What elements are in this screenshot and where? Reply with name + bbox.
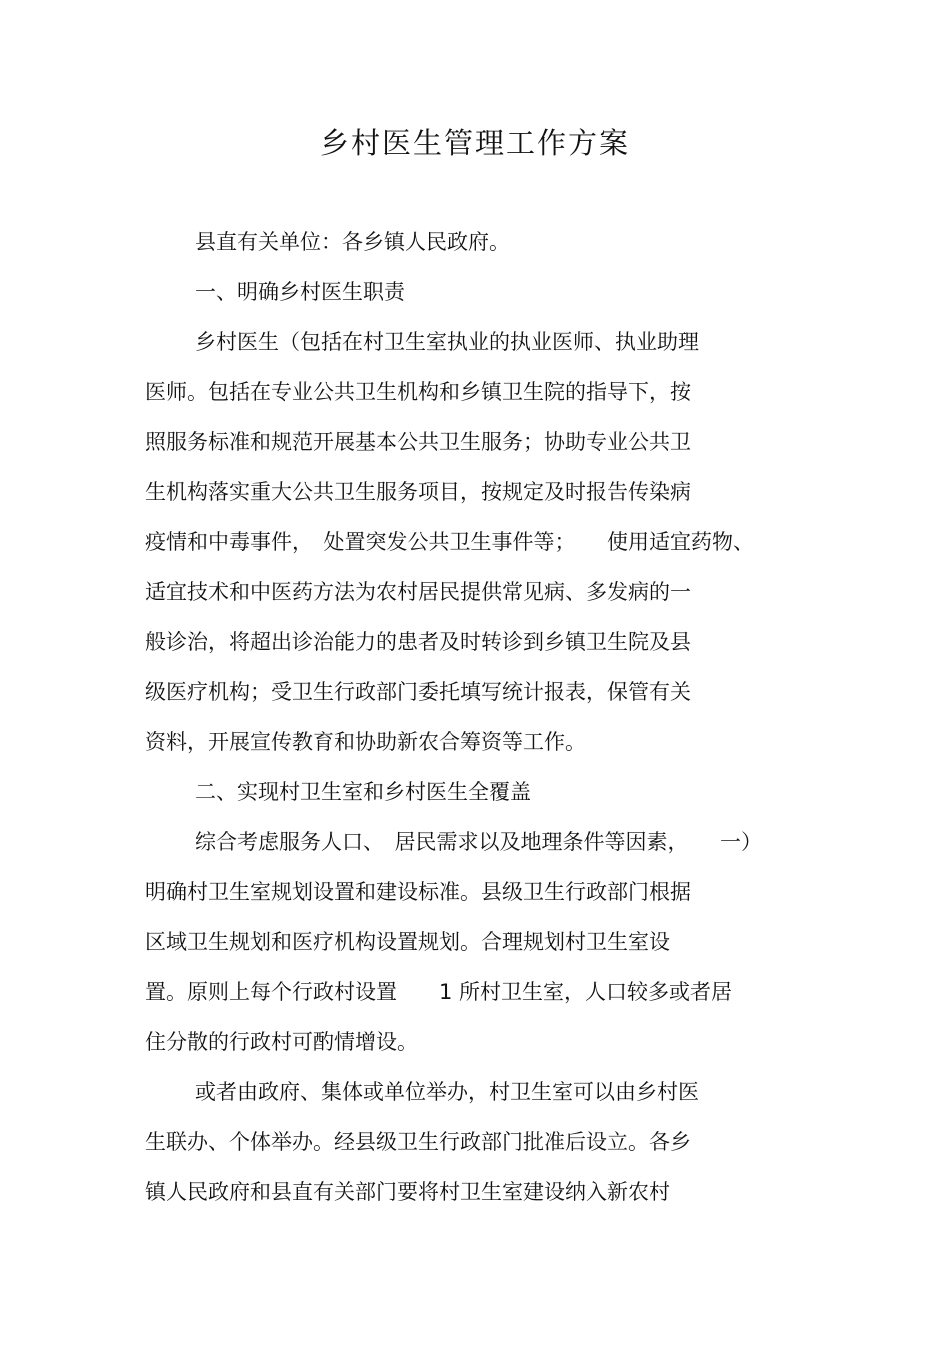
text-line: 医师。包括在专业公共卫生机构和乡镇卫生院的指导下，按 [145, 380, 691, 404]
text-line: 般诊治，将超出诊治能力的患者及时转诊到乡镇卫生院及县 [145, 630, 691, 654]
text-line: 适宜技术和中医药方法为农村居民提供常见病、多发病的一 [145, 580, 691, 604]
text-line: 生联办、个体举办。经县级卫生行政部门批准后设立。各乡 [145, 1130, 691, 1154]
text-line: 区域卫生规划和医疗机构设置规划。合理规划村卫生室设 [145, 930, 670, 954]
section-heading: 二、实现村卫生室和乡村医生全覆盖 [195, 780, 531, 804]
text-line: 置。原则上每个行政村设置 1 所村卫生室，人口较多或者居 [145, 980, 733, 1004]
text-line: 镇人民政府和县直有关部门要将村卫生室建设纳入新农村 [145, 1180, 670, 1204]
section-heading: 一、明确乡村医生职责 [195, 280, 405, 304]
text-line: 资料，开展宣传教育和协助新农合筹资等工作。 [145, 730, 586, 754]
text-line: 乡村医生（包括在村卫生室执业的执业医师、执业助理 [195, 330, 699, 354]
text-line: 住分散的行政村可酌情增设。 [145, 1030, 418, 1054]
text-line: 综合考虑服务人口、 居民需求以及地理条件等因素， 一） [195, 830, 762, 854]
text-line: 明确村卫生室规划设置和建设标准。县级卫生行政部门根据 [145, 880, 691, 904]
text-line: 生机构落实重大公共卫生服务项目，按规定及时报告传染病 [145, 480, 691, 504]
text-line: 级医疗机构；受卫生行政部门委托填写统计报表，保管有关 [145, 680, 691, 704]
text-line: 疫情和中毒事件， 处置突发公共卫生事件等； 使用适宜药物、 [145, 530, 754, 554]
text-line: 照服务标准和规范开展基本公共卫生服务；协助专业公共卫 [145, 430, 691, 454]
text-line: 县直有关单位：各乡镇人民政府。 [195, 230, 510, 254]
document-title: 乡村医生管理工作方案 [319, 126, 630, 160]
text-line: 或者由政府、集体或单位举办，村卫生室可以由乡村医 [195, 1080, 699, 1104]
